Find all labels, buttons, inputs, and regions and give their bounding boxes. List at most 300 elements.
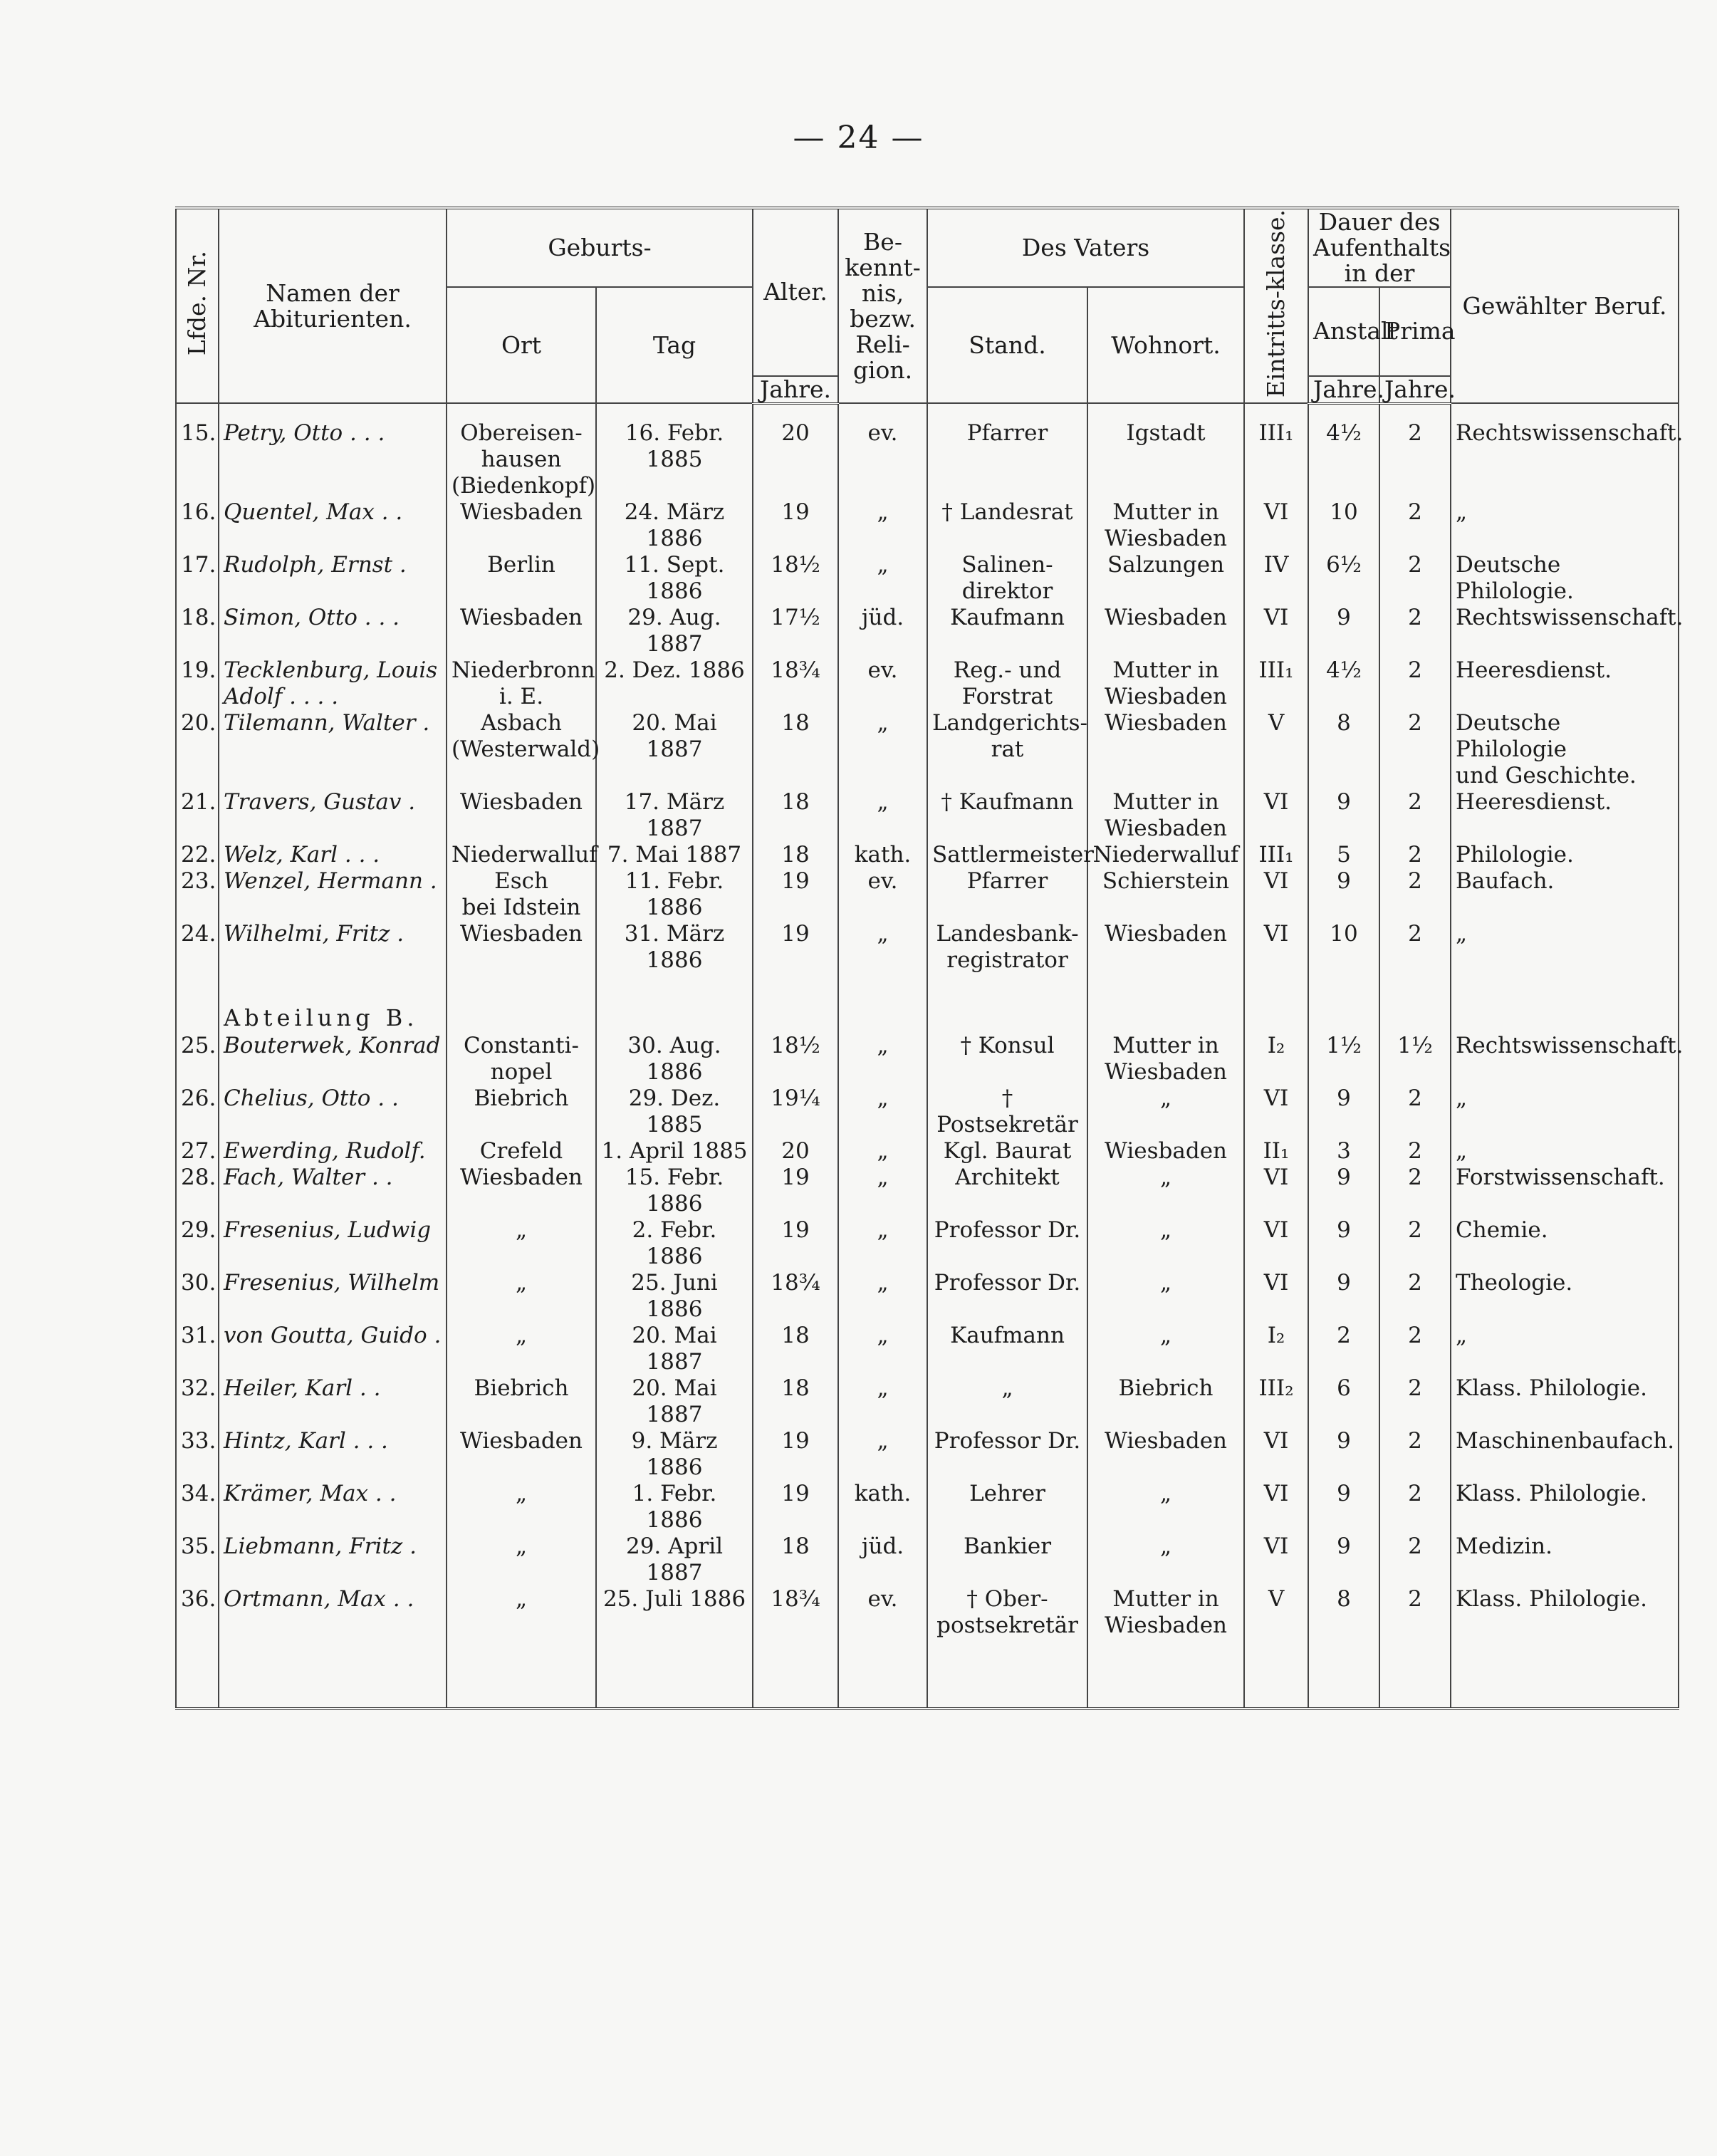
years-prima: 2	[1379, 420, 1451, 499]
years-prima: 2	[1379, 605, 1451, 657]
birth-place: Berlin	[447, 552, 596, 605]
father-residence: Salzungen	[1087, 552, 1244, 605]
birth-place: Wiesbaden	[447, 605, 596, 657]
spacer-cell	[219, 403, 447, 420]
chosen-career: Deutsche Philologie und Geschichte.	[1451, 710, 1679, 789]
father-occupation: Professor Dr.	[927, 1270, 1087, 1323]
chosen-career: Deutsche Philologie.	[1451, 552, 1679, 605]
row-number: 24.	[176, 921, 219, 974]
birth-date: 11. Sept. 1886	[596, 552, 753, 605]
end-cell	[447, 1639, 596, 1709]
spacer-cell	[753, 403, 838, 420]
entry-class: IV	[1244, 552, 1308, 605]
father-residence: „	[1087, 1165, 1244, 1217]
years-school: 9	[1308, 868, 1379, 921]
religion: jüd.	[838, 1533, 927, 1586]
age: 18	[753, 789, 838, 842]
father-occupation: Kgl. Baurat	[927, 1138, 1087, 1165]
years-school: 8	[1308, 710, 1379, 789]
end-cell	[753, 1639, 838, 1709]
student-name: Ewerding, Rudolf.	[219, 1138, 447, 1165]
section-label-b: Abteilung B.	[219, 974, 447, 1033]
father-residence: Wiesbaden	[1087, 1428, 1244, 1481]
row-number: 17.	[176, 552, 219, 605]
years-school: 9	[1308, 1428, 1379, 1481]
spacer-cell	[838, 403, 927, 420]
abiturienten-table-container	[175, 207, 1684, 1710]
age: 19	[753, 499, 838, 552]
father-residence: Wiesbaden	[1087, 710, 1244, 789]
father-occupation: Architekt	[927, 1165, 1087, 1217]
entry-class: VI	[1244, 1270, 1308, 1323]
row-number: 20.	[176, 710, 219, 789]
years-prima: 1½	[1379, 1033, 1451, 1085]
father-residence: „	[1087, 1085, 1244, 1138]
row-number: 23.	[176, 868, 219, 921]
header-dauer: Dauer des Aufenthalts in der	[1308, 208, 1451, 287]
row-number: 31.	[176, 1323, 219, 1375]
table-row	[176, 1165, 1679, 1217]
years-school: 2	[1308, 1323, 1379, 1375]
birth-place: „	[447, 1323, 596, 1375]
header-ort: Ort	[447, 287, 596, 403]
years-prima: 2	[1379, 789, 1451, 842]
spacer-cell	[176, 403, 219, 420]
birth-place: Wiesbaden	[447, 1428, 596, 1481]
section-spacer-cell	[1379, 974, 1451, 1033]
age: 18¾	[753, 1270, 838, 1323]
entry-class: III₂	[1244, 1375, 1308, 1428]
table-row	[176, 420, 1679, 499]
table-row	[176, 1217, 1679, 1270]
end-cell	[176, 1639, 219, 1709]
birth-date: 2. Dez. 1886	[596, 657, 753, 710]
birth-date: 11. Febr. 1886	[596, 868, 753, 921]
birth-date: 25. Juni 1886	[596, 1270, 753, 1323]
entry-class: VI	[1244, 921, 1308, 974]
father-occupation: Reg.- und Forstrat	[927, 657, 1087, 710]
religion: „	[838, 1085, 927, 1138]
chosen-career: Rechtswissenschaft.	[1451, 420, 1679, 499]
entry-class: III₁	[1244, 420, 1308, 499]
years-school: 4½	[1308, 657, 1379, 710]
entry-class: VI	[1244, 605, 1308, 657]
father-residence: Biebrich	[1087, 1375, 1244, 1428]
age: 18	[753, 1533, 838, 1586]
student-name: Petry, Otto . . .	[219, 420, 447, 499]
years-prima: 2	[1379, 1323, 1451, 1375]
section-spacer-cell	[176, 974, 219, 1033]
birth-place: „	[447, 1217, 596, 1270]
father-residence: Mutter in Wiesbaden	[1087, 789, 1244, 842]
years-school: 3	[1308, 1138, 1379, 1165]
father-residence: Schierstein	[1087, 868, 1244, 921]
chosen-career: „	[1451, 1323, 1679, 1375]
header-anstalt: Anstalt	[1308, 287, 1379, 376]
years-school: 5	[1308, 842, 1379, 868]
header-des-vaters: Des Vaters	[927, 208, 1244, 287]
birth-place: Constanti- nopel	[447, 1033, 596, 1085]
birth-date: 17. März 1887	[596, 789, 753, 842]
entry-class: VI	[1244, 1428, 1308, 1481]
student-name: Fresenius, Wilhelm	[219, 1270, 447, 1323]
father-occupation: Sattlermeister	[927, 842, 1087, 868]
entry-class: VI	[1244, 868, 1308, 921]
birth-place: Wiesbaden	[447, 1165, 596, 1217]
chosen-career: Rechtswissenschaft.	[1451, 605, 1679, 657]
years-prima: 2	[1379, 1586, 1451, 1639]
chosen-career: Philologie.	[1451, 842, 1679, 868]
father-occupation: Kaufmann	[927, 605, 1087, 657]
spacer-cell	[447, 403, 596, 420]
years-school: 9	[1308, 1533, 1379, 1586]
birth-place: Niederbronn i. E.	[447, 657, 596, 710]
birth-date: 20. Mai 1887	[596, 710, 753, 789]
table-row	[176, 1270, 1679, 1323]
years-prima: 2	[1379, 1375, 1451, 1428]
father-occupation: „	[927, 1375, 1087, 1428]
birth-date: 29. April 1887	[596, 1533, 753, 1586]
table-end-row	[176, 1639, 1679, 1709]
student-name: Bouterwek, Konrad	[219, 1033, 447, 1085]
end-cell	[927, 1639, 1087, 1709]
years-prima: 2	[1379, 1533, 1451, 1586]
entry-class: VI	[1244, 1217, 1308, 1270]
student-name: von Goutta, Guido .	[219, 1323, 447, 1375]
spacer-row	[176, 403, 1679, 420]
father-occupation: Salinen- direktor	[927, 552, 1087, 605]
student-name: Simon, Otto . . .	[219, 605, 447, 657]
religion: „	[838, 499, 927, 552]
header-eintritts: Eintritts-klasse.	[1244, 208, 1308, 403]
entry-class: V	[1244, 1586, 1308, 1639]
chosen-career: Maschinenbaufach.	[1451, 1428, 1679, 1481]
father-residence: „	[1087, 1481, 1244, 1533]
father-occupation: Bankier	[927, 1533, 1087, 1586]
entry-class: VI	[1244, 1533, 1308, 1586]
father-occupation: Lehrer	[927, 1481, 1087, 1533]
father-residence: „	[1087, 1323, 1244, 1375]
birth-date: 1. Febr. 1886	[596, 1481, 753, 1533]
years-school: 1½	[1308, 1033, 1379, 1085]
years-school: 6	[1308, 1375, 1379, 1428]
student-name: Welz, Karl . . .	[219, 842, 447, 868]
student-name: Krämer, Max . .	[219, 1481, 447, 1533]
birth-date: 30. Aug. 1886	[596, 1033, 753, 1085]
father-occupation: † Landesrat	[927, 499, 1087, 552]
row-number: 36.	[176, 1586, 219, 1639]
religion: kath.	[838, 842, 927, 868]
birth-place: „	[447, 1270, 596, 1323]
header-anstalt-jahre: Jahre.	[1308, 376, 1379, 404]
header-bekenntnis: Be-kennt-nis, bezw. Reli-gion.	[838, 208, 927, 403]
age: 17½	[753, 605, 838, 657]
age: 19	[753, 1428, 838, 1481]
end-cell	[596, 1639, 753, 1709]
section-spacer-cell	[447, 974, 596, 1033]
student-name: Wenzel, Hermann .	[219, 868, 447, 921]
end-cell	[1244, 1639, 1308, 1709]
student-name: Quentel, Max . .	[219, 499, 447, 552]
header-nr: Lfde. Nr.	[176, 208, 219, 403]
birth-date: 31. März 1886	[596, 921, 753, 974]
header-stand: Stand.	[927, 287, 1087, 403]
chosen-career: Medizin.	[1451, 1533, 1679, 1586]
student-name: Tecklenburg, Louis Adolf . . . .	[219, 657, 447, 710]
age: 18¾	[753, 657, 838, 710]
years-prima: 2	[1379, 1428, 1451, 1481]
years-school: 9	[1308, 1270, 1379, 1323]
father-residence: „	[1087, 1217, 1244, 1270]
row-number: 28.	[176, 1165, 219, 1217]
section-spacer-cell	[1244, 974, 1308, 1033]
father-occupation: † Konsul	[927, 1033, 1087, 1085]
student-name: Wilhelmi, Fritz .	[219, 921, 447, 974]
father-occupation: Landgerichts- rat	[927, 710, 1087, 789]
age: 20	[753, 1138, 838, 1165]
father-occupation: † Postsekretär	[927, 1085, 1087, 1138]
row-number: 22.	[176, 842, 219, 868]
row-number: 16.	[176, 499, 219, 552]
birth-date: 15. Febr. 1886	[596, 1165, 753, 1217]
father-residence: „	[1087, 1270, 1244, 1323]
father-residence: Igstadt	[1087, 420, 1244, 499]
student-name: Chelius, Otto . .	[219, 1085, 447, 1138]
chosen-career: Chemie.	[1451, 1217, 1679, 1270]
header-prima: Prima	[1379, 287, 1451, 376]
entry-class: III₁	[1244, 657, 1308, 710]
end-cell	[1087, 1639, 1244, 1709]
father-residence: Wiesbaden	[1087, 921, 1244, 974]
chosen-career: Klass. Philologie.	[1451, 1375, 1679, 1428]
years-prima: 2	[1379, 1165, 1451, 1217]
student-name: Hintz, Karl . . .	[219, 1428, 447, 1481]
student-name: Fach, Walter . .	[219, 1165, 447, 1217]
chosen-career: Klass. Philologie.	[1451, 1481, 1679, 1533]
years-school: 9	[1308, 1165, 1379, 1217]
religion: ev.	[838, 868, 927, 921]
years-prima: 2	[1379, 552, 1451, 605]
birth-date: 1. April 1885	[596, 1138, 753, 1165]
row-number: 25.	[176, 1033, 219, 1085]
row-number: 21.	[176, 789, 219, 842]
religion: ev.	[838, 657, 927, 710]
years-prima: 2	[1379, 868, 1451, 921]
years-school: 9	[1308, 605, 1379, 657]
religion: „	[838, 921, 927, 974]
age: 18	[753, 1375, 838, 1428]
birth-date: 16. Febr. 1885	[596, 420, 753, 499]
father-occupation: Pfarrer	[927, 868, 1087, 921]
entry-class: VI	[1244, 499, 1308, 552]
age: 19	[753, 1481, 838, 1533]
header-namen: Namen der Abiturienten.	[219, 208, 447, 403]
religion: „	[838, 1375, 927, 1428]
age: 20	[753, 420, 838, 499]
years-school: 4½	[1308, 420, 1379, 499]
birth-place: Crefeld	[447, 1138, 596, 1165]
years-school: 10	[1308, 499, 1379, 552]
religion: „	[838, 1138, 927, 1165]
page-number: — 24 —	[793, 120, 924, 156]
religion: kath.	[838, 1481, 927, 1533]
table-row	[176, 1033, 1679, 1085]
table-row	[176, 1428, 1679, 1481]
birth-date: 20. Mai 1887	[596, 1323, 753, 1375]
religion: jüd.	[838, 605, 927, 657]
entry-class: I₂	[1244, 1033, 1308, 1085]
student-name: Ortmann, Max . .	[219, 1586, 447, 1639]
row-number: 26.	[176, 1085, 219, 1138]
age: 18½	[753, 1033, 838, 1085]
chosen-career: „	[1451, 921, 1679, 974]
table-body	[176, 403, 1684, 1709]
end-cell	[219, 1639, 447, 1709]
birth-place: Biebrich	[447, 1375, 596, 1428]
years-prima: 2	[1379, 1217, 1451, 1270]
birth-date: 25. Juli 1886	[596, 1586, 753, 1639]
row-number: 32.	[176, 1375, 219, 1428]
chosen-career: „	[1451, 1085, 1679, 1138]
religion: ev.	[838, 1586, 927, 1639]
religion: „	[838, 710, 927, 789]
chosen-career: Forstwissenschaft.	[1451, 1165, 1679, 1217]
table-row	[176, 1586, 1679, 1639]
header-tag: Tag	[596, 287, 753, 403]
birth-place: „	[447, 1586, 596, 1639]
entry-class: VI	[1244, 1085, 1308, 1138]
student-name: Travers, Gustav .	[219, 789, 447, 842]
birth-place: Niederwalluf	[447, 842, 596, 868]
birth-place: Wiesbaden	[447, 921, 596, 974]
father-residence: Mutter in Wiesbaden	[1087, 1586, 1244, 1639]
header-wohnort: Wohnort.	[1087, 287, 1244, 403]
years-school: 10	[1308, 921, 1379, 974]
table-row	[176, 710, 1679, 789]
section-spacer-cell	[753, 974, 838, 1033]
birth-place: Esch bei Idstein	[447, 868, 596, 921]
table-row	[176, 605, 1679, 657]
chosen-career: Rechtswissenschaft.	[1451, 1033, 1679, 1085]
father-occupation: † Ober- postsekretär	[927, 1586, 1087, 1639]
entry-class: I₂	[1244, 1323, 1308, 1375]
years-school: 9	[1308, 1217, 1379, 1270]
table-row	[176, 552, 1679, 605]
years-school: 8	[1308, 1586, 1379, 1639]
section-row	[176, 974, 1679, 1033]
header-alter: Alter.	[753, 208, 838, 376]
years-school: 6½	[1308, 552, 1379, 605]
spacer-cell	[596, 403, 753, 420]
chosen-career: „	[1451, 1138, 1679, 1165]
student-name: Rudolph, Ernst .	[219, 552, 447, 605]
row-number: 29.	[176, 1217, 219, 1270]
entry-class: VI	[1244, 789, 1308, 842]
age: 18½	[753, 552, 838, 605]
entry-class: II₁	[1244, 1138, 1308, 1165]
student-name: Liebmann, Fritz .	[219, 1533, 447, 1586]
end-cell	[838, 1639, 927, 1709]
entry-class: VI	[1244, 1481, 1308, 1533]
age: 19	[753, 1217, 838, 1270]
spacer-cell	[1379, 403, 1451, 420]
father-residence: Niederwalluf	[1087, 842, 1244, 868]
father-residence: Mutter in Wiesbaden	[1087, 1033, 1244, 1085]
table-row	[176, 868, 1679, 921]
years-school: 9	[1308, 1085, 1379, 1138]
spacer-cell	[927, 403, 1087, 420]
table-row	[176, 1481, 1679, 1533]
chosen-career: Klass. Philologie.	[1451, 1586, 1679, 1639]
father-occupation: Professor Dr.	[927, 1428, 1087, 1481]
years-prima: 2	[1379, 842, 1451, 868]
section-spacer-cell	[1451, 974, 1679, 1033]
section-spacer-cell	[1087, 974, 1244, 1033]
entry-class: V	[1244, 710, 1308, 789]
religion: „	[838, 1165, 927, 1217]
table-row	[176, 499, 1679, 552]
entry-class: III₁	[1244, 842, 1308, 868]
section-spacer-cell	[1308, 974, 1379, 1033]
birth-place: Biebrich	[447, 1085, 596, 1138]
row-number: 34.	[176, 1481, 219, 1533]
end-cell	[1379, 1639, 1451, 1709]
table-row	[176, 1375, 1679, 1428]
section-spacer-cell	[927, 974, 1087, 1033]
table-row	[176, 789, 1679, 842]
row-number: 19.	[176, 657, 219, 710]
years-prima: 2	[1379, 1085, 1451, 1138]
birth-date: 20. Mai 1887	[596, 1375, 753, 1428]
father-occupation: Landesbank- registrator	[927, 921, 1087, 974]
age: 19¼	[753, 1085, 838, 1138]
spacer-cell	[1308, 403, 1379, 420]
birth-place: Wiesbaden	[447, 789, 596, 842]
birth-date: 2. Febr. 1886	[596, 1217, 753, 1270]
age: 18¾	[753, 1586, 838, 1639]
student-name: Heiler, Karl . .	[219, 1375, 447, 1428]
father-occupation: † Kaufmann	[927, 789, 1087, 842]
chosen-career: Baufach.	[1451, 868, 1679, 921]
father-residence: Mutter in Wiesbaden	[1087, 657, 1244, 710]
age: 18	[753, 710, 838, 789]
birth-date: 9. März 1886	[596, 1428, 753, 1481]
father-occupation: Kaufmann	[927, 1323, 1087, 1375]
header-alter-jahre: Jahre.	[753, 376, 838, 404]
age: 18	[753, 1323, 838, 1375]
age: 19	[753, 921, 838, 974]
table-row	[176, 1533, 1679, 1586]
religion: „	[838, 789, 927, 842]
father-occupation: Professor Dr.	[927, 1217, 1087, 1270]
religion: „	[838, 1033, 927, 1085]
birth-place: Wiesbaden	[447, 499, 596, 552]
row-number: 30.	[176, 1270, 219, 1323]
religion: „	[838, 1217, 927, 1270]
row-number: 33.	[176, 1428, 219, 1481]
religion: „	[838, 552, 927, 605]
spacer-cell	[1244, 403, 1308, 420]
table-row	[176, 842, 1679, 868]
row-number: 15.	[176, 420, 219, 499]
table-row	[176, 657, 1679, 710]
header-prima-jahre: Jahre.	[1379, 376, 1451, 404]
religion: „	[838, 1428, 927, 1481]
religion: „	[838, 1323, 927, 1375]
age: 19	[753, 868, 838, 921]
father-residence: Wiesbaden	[1087, 605, 1244, 657]
birth-place: Asbach (Westerwald)	[447, 710, 596, 789]
